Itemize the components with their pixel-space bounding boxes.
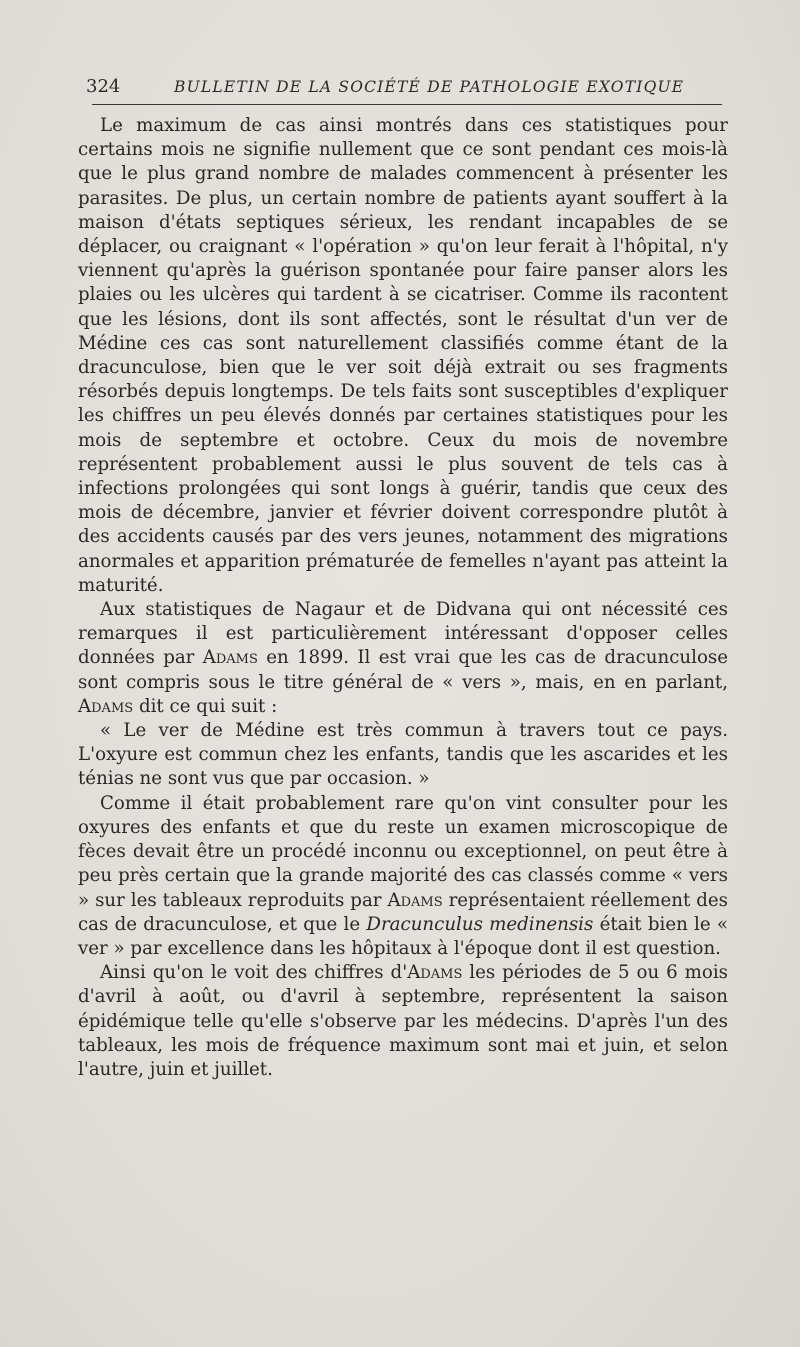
paragraph-5-text-b: les périodes de 5 ou 6 mois d'avril à août, ou d'avril à septembre, représentent la saison épidémique telle qu'elle s'observe par les médecins. D'après l'un des tableaux, les mois de fréquence maximum sont mai et juin, et selon l'autre, juin et juillet. [78,962,729,1080]
paragraph-2 [78,598,728,719]
paragraph-4-text-a: Comme il était probablement rare qu'on vint consulter pour les oxyures des enfants et que du reste un examen microscopique de fèces devait être un procédé inconnu ou exceptionnel, on peut être à peu près certain que la grande majorité des cas classés comme « vers » sur les tableaux reproduits par [78,792,728,911]
author-name: Adams [407,962,463,984]
paragraph-1 [78,114,728,598]
paragraph-4-text-b: représentaient réellement des cas de dracunculose, et que le [78,889,729,935]
species-name: Dracunculus medinensis [366,913,594,935]
paragraph-5 [78,961,728,1082]
paragraph-2-text-b: en 1899. Il est vrai que les cas de dracunculose sont compris sous le titre général de « vers », mais, en en parlant, [78,647,728,693]
body-text [78,114,728,1082]
author-name: Adams [202,647,258,669]
running-title: BULLETIN DE LA SOCIÉTÉ DE PATHOLOGIE EXOTIQUE [174,78,685,96]
author-name: Adams [78,695,134,717]
paragraph-4 [78,792,728,961]
header-rule [92,104,722,105]
paragraph-2-text-c: dit ce qui suit : [133,695,278,717]
paragraph-2-text-a: Aux statistiques de Nagaur et de Didvana qui ont nécessité ces remarques il est particulièrement intéressant d'opposer celles données par [78,599,728,669]
paragraph-4-text-c: était bien le « ver » par excellence dans les hôpitaux à l'époque dont il est question. [78,913,729,959]
page-header [86,72,726,102]
quote-text: « Le ver de Médine est très commun à travers tout ce pays. L'oxyure est commun chez les enfants, tandis que les ascarides et les ténias ne sont vus que par occasion. » [78,720,728,790]
paragraph-5-text-a: Ainsi qu'on le voit des chiffres d' [100,962,408,984]
page-number: 324 [86,76,121,97]
paragraph-1-text: Le maximum de cas ainsi montrés dans ces statistiques pour certains mois ne signifie nullement que ce sont pendant ces mois-là que le plus grand nombre de malades commencent à présenter les parasites. De plus, un certain nombre de patients ayant souffert à la maison d'états septiques sérieux, les rendant incapables de se déplacer, ou craignant « l'opération » qu'on leur ferait à l'hôpital, n'y viennent qu'après la guérison spontanée pour faire panser alors les plaies ou les ulcères qui tardent à se cicatriser. Comme ils racontent que les lésions, dont ils sont affectés, sont le résultat d'un ver de Médine ces cas sont naturellement classifiés comme étant de la dracunculose, bien que le ver soit déjà extrait ou ses fragments résorbés depuis longtemps. De tels faits sont susceptibles d'expliquer les chiffres un peu élevés donnés par certaines statistiques pour les mois de septembre et octobre. Ceux du mois de novembre représentent probablement aussi le plus souvent de tels cas à infections prolongées qui sont longs à guérir, tandis que ceux des mois de décembre, janvier et février doivent correspondre plutôt à des accidents causés par des vers jeunes, notamment des migrations anormales et apparition prématurée de femelles n'ayant pas atteint la maturité. [78,115,728,596]
paragraph-3-quote [78,719,728,792]
author-name: Adams [387,889,443,911]
